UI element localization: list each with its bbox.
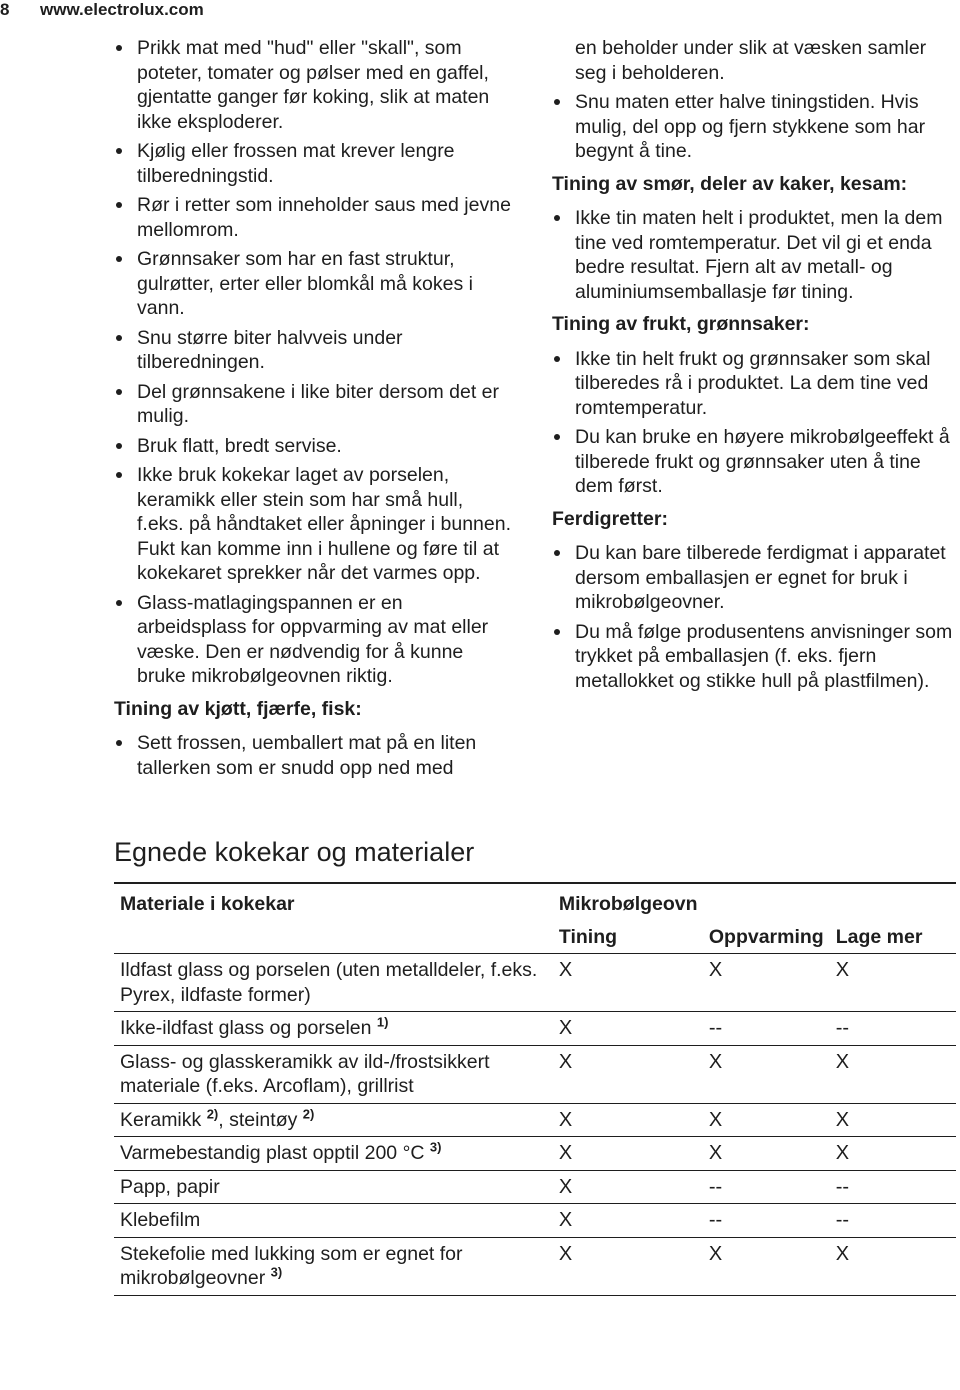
material-text: Papp, papir bbox=[120, 1175, 220, 1198]
cell-thaw: X bbox=[553, 1012, 703, 1046]
cell-heat: -- bbox=[703, 1204, 830, 1238]
list-item: Kjølig eller frossen mat krever lengre tilberedningstid. bbox=[114, 139, 514, 188]
cell-heat: X bbox=[703, 954, 830, 1012]
table-row bbox=[114, 1204, 956, 1238]
material-text: Ildfast glass og porselen (uten metalldeler, f.eks. Pyrex, ildfaste former) bbox=[120, 959, 538, 1006]
list-item: Glass-matlagingspannen er en arbeidsplass for oppvarming av mat eller væske. Den er nødvendig for å kunne bruke mikrobølgeovnen riktig. bbox=[114, 591, 514, 689]
material-cell bbox=[114, 1170, 553, 1204]
footnote-ref: 1) bbox=[376, 1014, 389, 1030]
cell-heat: X bbox=[703, 1137, 830, 1171]
page-number: 8 bbox=[0, 0, 10, 19]
material-cell bbox=[114, 1045, 553, 1103]
list-item: Rør i retter som inneholder saus med jevne mellomrom. bbox=[114, 193, 514, 242]
footnote-ref: 3) bbox=[429, 1139, 442, 1155]
bullet-list-thaw-fruit bbox=[552, 347, 957, 499]
table-header-row bbox=[114, 883, 956, 921]
material-cell bbox=[114, 1103, 553, 1137]
header-thaw: Tining bbox=[558, 925, 618, 948]
cell-thaw: X bbox=[553, 1237, 703, 1295]
page-header bbox=[0, 0, 960, 22]
materials-table bbox=[114, 882, 956, 1296]
material-text: Klebefilm bbox=[120, 1209, 201, 1231]
cell-heat: X bbox=[703, 1045, 830, 1103]
cell-heat: X bbox=[703, 1237, 830, 1295]
cell-heat: X bbox=[703, 1103, 830, 1137]
material-text: Glass- og glasskeramikk av ild-/frostsikkert materiale (f.eks. Arcoflam), grillrist bbox=[120, 1050, 490, 1097]
cell-thaw: X bbox=[553, 1045, 703, 1103]
bullet-list-thaw-meat-cont bbox=[552, 36, 957, 164]
cell-cook: -- bbox=[830, 1012, 956, 1046]
list-item-continuation: en beholder under slik at væsken samler seg i beholderen. bbox=[575, 37, 927, 84]
list-item: Del grønnsakene i like biter dersom det er mulig. bbox=[114, 380, 514, 429]
cell-cook: X bbox=[830, 1237, 956, 1295]
cell-heat: -- bbox=[703, 1012, 830, 1046]
list-item: Du kan bare tilberede ferdigmat i apparatet dersom emballasjen er egnet for bruk i mikrobølgeovner. bbox=[552, 541, 957, 615]
cell-thaw: X bbox=[553, 954, 703, 1012]
header-cook: Lage mer bbox=[835, 925, 923, 948]
list-item: Sett frossen, uemballert mat på en liten tallerken som er snudd opp ned med bbox=[114, 731, 514, 780]
footnote-ref: 3) bbox=[270, 1264, 283, 1280]
cell-heat: -- bbox=[703, 1170, 830, 1204]
cell-cook: -- bbox=[830, 1170, 956, 1204]
list-item: Grønnsaker som har en fast struktur, gulrøtter, erter eller blomkål må kokes i vann. bbox=[114, 247, 514, 321]
right-column bbox=[552, 36, 957, 698]
list-item: Snu maten etter halve tiningstiden. Hvis mulig, del opp og fjern stykkene som har begynt å tine. bbox=[552, 90, 957, 164]
subheading-ready-meals: Ferdigretter: bbox=[552, 507, 668, 530]
table-row bbox=[114, 1170, 956, 1204]
table-row bbox=[114, 1012, 956, 1046]
cell-thaw: X bbox=[553, 1103, 703, 1137]
list-item: Ikke tin helt frukt og grønnsaker som skal tilberedes rå i produktet. La dem tine ved romtemperatur. bbox=[552, 347, 957, 421]
cell-thaw: X bbox=[553, 1204, 703, 1238]
left-column bbox=[114, 36, 514, 785]
material-cell bbox=[114, 1137, 553, 1171]
material-cell bbox=[114, 1204, 553, 1238]
bullet-list-ready-meals bbox=[552, 541, 957, 693]
table-row bbox=[114, 954, 956, 1012]
table-body bbox=[114, 954, 956, 1296]
material-cell bbox=[114, 1012, 553, 1046]
material-text: Ikke-ildfast glass og porselen bbox=[120, 1017, 377, 1039]
list-item: Ikke bruk kokekar laget av porselen, keramikk eller stein som har små hull, f.eks. på håndtaket eller åpninger i bunnen. Fukt kan komme inn i hullene og føre til at kokekaret sprekker når det varmes opp. bbox=[114, 463, 514, 586]
material-text: Varmebestandig plast opptil 200 °C bbox=[120, 1142, 430, 1164]
list-item: Prikk mat med "hud" eller "skall", som poteter, tomater og pølser med en gaffel, gjentatte ganger før koking, slik at maten ikke eksploderer. bbox=[114, 36, 514, 134]
bullet-list-thaw-butter bbox=[552, 206, 957, 304]
cell-thaw: X bbox=[553, 1137, 703, 1171]
list-item: Du må følge produsentens anvisninger som trykket på emballasjen (f. eks. fjern metallokket og stikke hull på plastfilmen). bbox=[552, 620, 957, 694]
site-url: www.electrolux.com bbox=[40, 0, 204, 19]
table-row bbox=[114, 1137, 956, 1171]
material-text: , steintøy bbox=[218, 1108, 303, 1131]
bullet-list-main bbox=[114, 36, 514, 689]
subheading-thaw-fruit: Tining av frukt, grønnsaker: bbox=[552, 313, 810, 335]
material-text: Stekefolie med lukking som er egnet for mikrobølgeovner bbox=[120, 1242, 463, 1289]
list-item: Ikke tin maten helt i produktet, men la dem tine ved romtemperatur. Det vil gi et enda bedre resultat. Fjern alt av metall- og aluminiumsemballasje før tining. bbox=[552, 206, 957, 304]
table-row bbox=[114, 1045, 956, 1103]
header-heat: Oppvarming bbox=[708, 925, 824, 948]
material-cell bbox=[114, 1237, 553, 1295]
footnote-ref: 2) bbox=[206, 1106, 219, 1121]
material-cell bbox=[114, 954, 553, 1012]
bullet-list-thaw-meat bbox=[114, 731, 514, 780]
table-row bbox=[114, 1103, 956, 1137]
list-item: Du kan bruke en høyere mikrobølgeeffekt å tilberede frukt og grønnsaker uten å tine dem først. bbox=[552, 425, 957, 499]
material-text: Keramikk bbox=[120, 1108, 207, 1131]
list-item: Snu større biter halvveis under tilberedningen. bbox=[114, 326, 514, 375]
subheading-thaw-butter: Tining av smør, deler av kaker, kesam: bbox=[552, 172, 908, 195]
table-row bbox=[114, 1237, 956, 1295]
section-title: Egnede kokekar og materialer bbox=[114, 837, 475, 867]
header-microwave: Mikrobølgeovn bbox=[553, 883, 956, 921]
cell-thaw: X bbox=[553, 1170, 703, 1204]
header-material: Materiale i kokekar bbox=[114, 883, 553, 954]
cell-cook: -- bbox=[830, 1204, 956, 1238]
cell-cook: X bbox=[830, 1045, 956, 1103]
cell-cook: X bbox=[830, 1137, 956, 1171]
subheading-thaw-meat: Tining av kjøtt, fjærfe, fisk: bbox=[114, 697, 362, 720]
cell-cook: X bbox=[830, 1103, 956, 1137]
footnote-ref: 2) bbox=[302, 1106, 315, 1121]
list-item: Bruk flatt, bredt servise. bbox=[114, 434, 514, 459]
cell-cook: X bbox=[830, 954, 956, 1012]
